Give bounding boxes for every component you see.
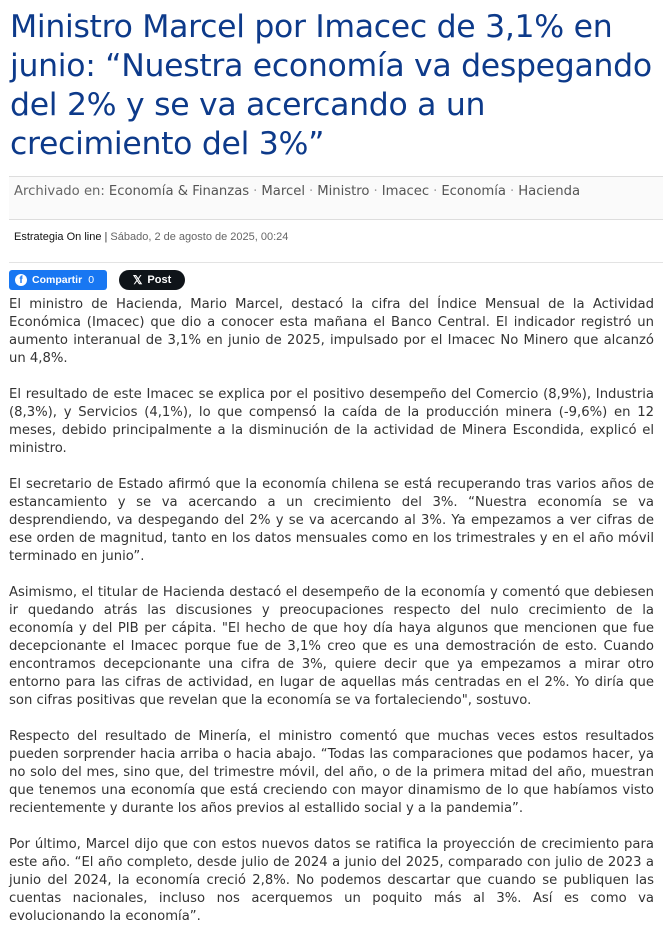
article-paragraph: El resultado de este Imacec se explica por el positivo desempeño del Comercio (8,9%), Industria (8,3%), y Servicios (4,1%), lo que compensó la caída de la producción minera (-9,6%) en 12 meses, debido principalmente a la disminución de la actividad de Minera Escondida, explicó el ministro.	[9, 387, 654, 456]
byline	[14, 231, 288, 243]
byline-separator: |	[104, 231, 108, 243]
facebook-share-label: Compartir	[32, 274, 83, 286]
facebook-icon: f	[15, 274, 27, 286]
facebook-share-button[interactable]	[9, 270, 107, 290]
archive-label: Archivado en:	[14, 184, 105, 199]
article-body	[9, 296, 654, 944]
tag-separator: ·	[433, 184, 438, 199]
byline-date: Sábado, 2 de agosto de 2025, 00:24	[110, 231, 289, 243]
x-post-label: Post	[147, 274, 172, 286]
tag-link[interactable]: Economía	[441, 184, 507, 199]
tag-link[interactable]: Imacec	[381, 184, 430, 199]
archive-tags	[9, 176, 663, 220]
tag-separator: ·	[373, 184, 378, 199]
article-title: Ministro Marcel por Imacec de 3,1% en junio: “Nuestra economía va despegando del 2% y se va acercando a un crecimiento del 3%”	[10, 9, 652, 162]
x-post-button[interactable]	[119, 270, 185, 290]
divider	[9, 262, 663, 263]
tag-link[interactable]: Ministro	[317, 184, 370, 199]
tag-link[interactable]: Hacienda	[518, 184, 581, 199]
article-paragraph: Por último, Marcel dijo que con estos nuevos datos se ratifica la proyección de crecimiento para este año. “El año completo, desde julio de 2024 a junio del 2025, comparado con julio de 2023 a junio del 2024, la economía creció 2,8%. No podemos descartar que cuando se publiquen las cuentas nacionales, incluso nos acerquemos un poquito más al 3%. Así es como va evolucionando la economía”.	[9, 837, 654, 924]
article-paragraph: El secretario de Estado afirmó que la economía chilena se está recuperando tras varios años de estancamiento y se va acercando a un crecimiento del 3%. “Nuestra economía se va desprendiendo, va despegando del 2% y se va acercando al 3%. Ya empezamos a ver cifras de ese orden de magnitud, tanto en los datos mensuales como en los trimestrales y en el año móvil terminado en junio”.	[9, 477, 654, 564]
tag-separator: ·	[308, 184, 314, 199]
tag-separator: ·	[253, 184, 258, 199]
tag-list	[109, 184, 580, 199]
article-paragraph: El ministro de Hacienda, Mario Marcel, destacó la cifra del Índice Mensual de la Actividad Económica (Imacec) que dio a conocer esta mañana el Banco Central. El indicador registró un aumento interanual de 3,1% en junio de 2025, impulsado por el Imacec No Minero que alcanzó un 4,8%.	[9, 297, 654, 366]
article-paragraph: Asimismo, el titular de Hacienda destacó el desempeño de la economía y comentó que debiesen ir quedando atrás las discusiones y preocupaciones respecto del nulo crecimiento de la economía y del PIB per cápita. "El hecho de que hoy día haya algunos que mencionen que fue decepcionante el Imacec porque fue de 3,1% creo que es una demostración de esto. Cuando encontramos decepcionante una cifra de 3%, quiere decir que ya empezamos a mirar otro entorno para las cifras de actividad, en lugar de aquellas más centradas en el 2%. Yo diría que son cifras positivas que revelan que la economía se va fortaleciendo", sostuvo.	[9, 585, 654, 708]
tag-separator: ·	[510, 184, 515, 199]
byline-source: Estrategia On line	[14, 231, 102, 243]
tag-link[interactable]: Marcel	[261, 184, 305, 199]
tag-link[interactable]: Economía & Finanzas	[108, 184, 250, 199]
article-paragraph: Respecto del resultado de Minería, el ministro comentó que muchas veces estos resultados pueden sorprender hacia arriba o hacia abajo. “Todas las comparaciones que podamos hacer, ya no solo del mes, sino que, del trimestre móvil, del año, o de la primera mitad del año, muestran que tenemos una economía que está creciendo con mayor dinamismo de lo que habíamos visto recientemente y durante los años previos al estallido social y a la pandemia”.	[9, 729, 654, 816]
x-logo-icon: 𝕏	[132, 273, 143, 287]
facebook-share-count: 0	[88, 274, 95, 286]
